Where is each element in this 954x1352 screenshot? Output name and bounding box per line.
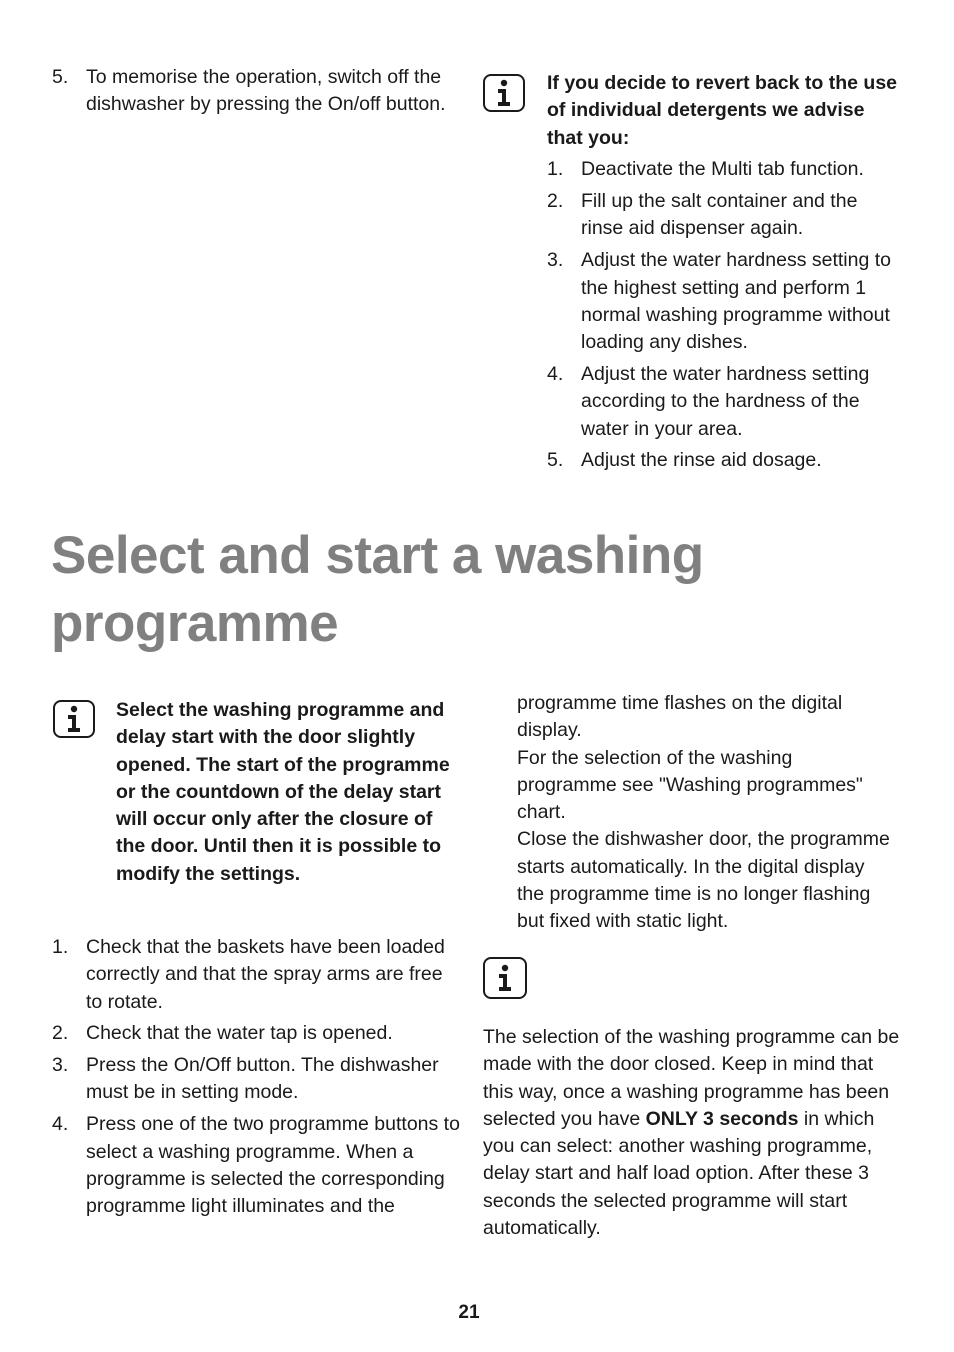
revert-steps-list <box>547 156 897 474</box>
list-number: 4. <box>547 362 564 385</box>
list-item <box>52 1111 462 1220</box>
list-item <box>52 64 460 119</box>
revert-note <box>547 70 897 479</box>
programme-selection-paragraph: For the selection of the washing programme see "Washing programmes" chart. <box>517 746 863 824</box>
list-number: 5. <box>52 66 69 88</box>
list-number: 2. <box>547 190 564 213</box>
section-title: Select and start a washing programme <box>51 526 704 653</box>
revert-note-heading: If you decide to revert back to the use of individual detergents we advise that you: <box>547 72 898 149</box>
right-column-text <box>517 690 897 936</box>
info-glyph <box>496 963 514 993</box>
list-number: 5. <box>547 449 564 472</box>
list-item <box>52 1020 462 1047</box>
step-continuation: programme time flashes on the digital display. <box>517 692 843 742</box>
list-text: Fill up the salt container and the rinse aid dispenser again. <box>581 190 858 240</box>
list-number: 1. <box>547 158 564 181</box>
list-item <box>547 361 897 443</box>
top-left-list <box>52 64 460 123</box>
closed-door-note-text: The selection of the washing programme can be made with the door closed. Keep in mind that this way, once a washing programme has been selected you have <box>483 1026 900 1130</box>
list-text: To memorise the operation, switch off the dishwasher by pressing the On/off button. <box>86 66 446 116</box>
list-text: Adjust the rinse aid dosage. <box>581 449 822 472</box>
list-number: 3. <box>547 249 564 272</box>
info-glyph <box>65 705 83 733</box>
closed-door-note <box>483 1024 903 1242</box>
list-text: Adjust the water hardness setting to the highest setting and perform 1 normal washing programme without loading any dishes. <box>581 249 892 354</box>
list-item <box>52 934 462 1016</box>
list-text: Check that the water tap is opened. <box>86 1022 393 1045</box>
list-item <box>52 1052 462 1107</box>
list-item <box>547 447 897 474</box>
list-item <box>547 247 897 356</box>
list-text: Press the On/Off button. The dishwasher must be in setting mode. <box>86 1054 439 1104</box>
info-glyph <box>495 79 513 107</box>
info-icon <box>483 74 525 112</box>
steps-list <box>52 934 462 1225</box>
info-icon <box>53 700 95 738</box>
list-number: 3. <box>52 1054 69 1077</box>
list-text: Check that the baskets have been loaded correctly and that the spray arms are free to rotate. <box>86 936 445 1013</box>
page-number: 21 <box>458 1302 480 1323</box>
list-item <box>547 188 897 243</box>
emphasis-text: ONLY 3 seconds <box>645 1107 799 1130</box>
list-number: 2. <box>52 1022 69 1045</box>
door-note: Select the washing programme and delay start with the door slightly opened. The start of the programme or the countdown of the delay start will occur only after the closure of the door. Until then it is possible to modify the settings. <box>116 699 450 885</box>
door-close-paragraph: Close the dishwasher door, the programme starts automatically. In the digital display the programme time is no longer flashing but fixed with static light. <box>517 828 890 933</box>
list-text: Adjust the water hardness setting according to the hardness of the water in your area. <box>581 362 870 440</box>
list-number: 4. <box>52 1113 69 1136</box>
info-icon <box>483 957 527 999</box>
list-number: 1. <box>52 936 69 958</box>
list-text: Deactivate the Multi tab function. <box>581 158 864 181</box>
list-item <box>547 156 897 183</box>
closed-door-note-text-end: in which you can select: another washing programme, delay start and half load option. After these 3 seconds the selected programme will start automatically. <box>483 1107 875 1240</box>
list-text: Press one of the two programme buttons to select a washing programme. When a programme is selected the corresponding programme light illuminates and the <box>86 1113 460 1218</box>
